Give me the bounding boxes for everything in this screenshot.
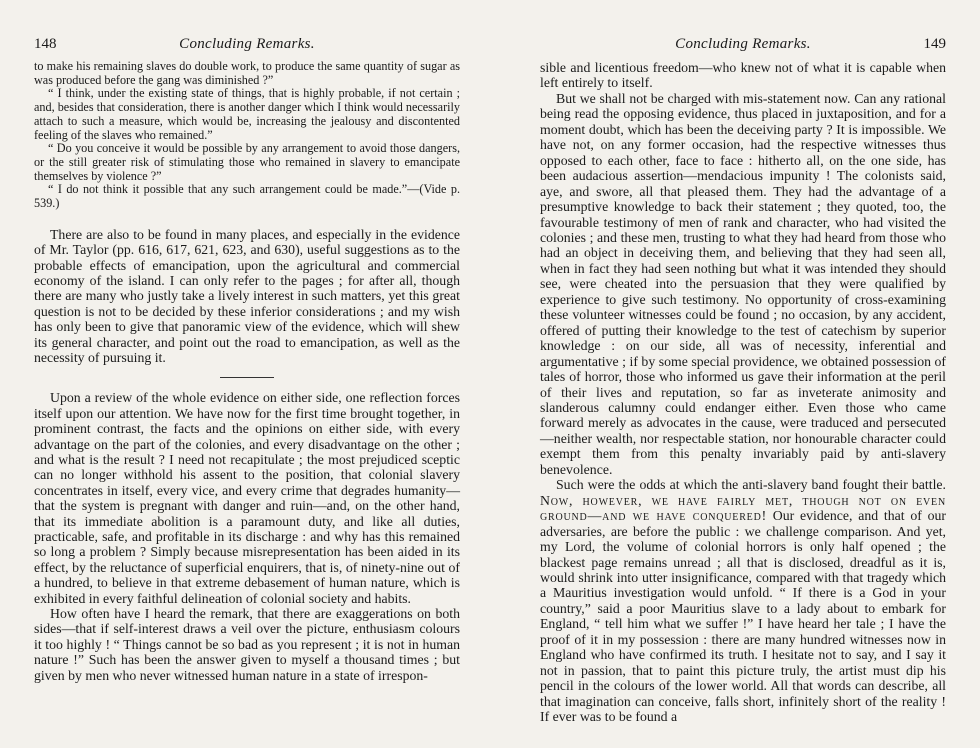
section-divider (220, 377, 274, 378)
small-caps-declaration: Now, however, we have fairly met, though not on even ground—and we have conquered! (540, 492, 946, 524)
left-running-title: Concluding Remarks. (179, 36, 315, 52)
quote-line-2: “ I think, under the existing state of things, that is highly probable, if not certain ; and, besides that consideration, there is another danger which I think would necessarily attach to such a measure, which would be, increasing the jealousy and discontented feeling of the slaves who remained.” (34, 86, 460, 142)
right-paragraph-3 (540, 477, 946, 724)
right-paragraph-3-rest: Our evidence, and that of our adversaries, are before the public : we challenge comparison. And yet, my Lord, the volume of colonial horrors is only half opened ; the blackest page remains unread ; all that is disclosed, dreadful as it is, would shrink into utter insignificance, compared with that tragedy which a Mauritius investigation would unfold. “ If there is a God in your country,” said a poor Mauritius slave to a lady about to embark for England, “ tell him what we suffer !” I have heard her tale ; I have the proof of it in my possession : there are many hundred witnesses now in England who have confirmed its truth. I hesitate not to say, and I say it not in passion, that to paint this picture truly, the artist must dip his pencil in the colours of the lower world. All that words can describe, all that imagination can conceive, falls short, infinitely short of the reality ! If ever was to be found a (540, 508, 946, 725)
quote-line-4: “ I do not think it possible that any such arrangement could be made.”—(Vide p. 539.) (34, 182, 460, 211)
right-paragraph-2: But we shall not be charged with mis-statement now. Can any rational being read the opposing evidence, thus placed in juxtaposition, and for a moment doubt, which has been the deceiving party ? It is impossible. We have not, on any former occasion, had the respective witnesses thus opposed to each other, face to face : hitherto all, on the one side, has been audacious assertion—mendacious impunity ! The colonists said, aye, and swore, all that pleased them. They had the advantage of a presumptive knowledge to back their statement ; they quoted, too, the favourable testimony of men of rank and character, who had visited the colonies ; and these men, trusting to what they had heard from those who had an object in deceiving them, and believing that they had seen all, when in fact they had seen nothing but what it was intended they should see, were cheated into the persuasion that they were qualified by experience to give such testimony. No opportunity of cross-examining these volunteer witnesses could be found ; no occasion, by any accident, offered of putting their knowledge to the test of catechism by superior knowledge : on our side, all was of necessity, inferential and argumentative ; if by some special providence, we obtained possession of tales of horror, those who informed us gave their information at the peril of their lives and reputation, so far as inveterate animosity and slanderous calumny could endanger either. Even those who came forward merely as advocates in the cause, were traduced and persecuted—neither wealth, nor respectable station, nor honourable character could exempt them from this penalty invariably paid by anti-slavery benevolence. (540, 90, 946, 477)
right-running-title: Concluding Remarks. (675, 36, 811, 52)
left-paragraph-2: Upon a review of the whole evidence on either side, one reflection forces itself upon our attention. We have now for the first time brought together, in prominent contrast, the facts and the opinions on either side, with every advantage on the part of the colonies, and every disadvantage on the other ; and what is the result ? I need not recapitulate ; the most prejudiced sceptic can no longer withhold his assent to the position, that colonial slavery concentrates in itself, every vice, and every crime that degrades humanity—that the system is pregnant with danger and ruin—and, on the other hand, that its immediate abolition is a paramount duty, and like all duties, practicable, safe, and profitable in its discharge : and why has this remained so long a problem ? Simply because misrepresentation has been aided in its effect, by the reluctance of superficial enquirers, that is, of ninety-nine out of a hundred, to believe in that extreme debasement of human nature, which is exhibited in every faithful delineation of colonial society and habits. (34, 390, 460, 606)
right-paragraph-1: sible and licentious freedom—who knew not of what it is capable when left entirely to itself. (540, 60, 946, 91)
quoted-testimony (34, 60, 460, 211)
quote-line-3: “ Do you conceive it would be possible by any arrangement to avoid those dangers, or the still greater risk of stimulating those who remained in slavery to emancipate themselves by violence ?” (34, 141, 460, 183)
right-body (540, 60, 946, 724)
right-paragraph-3-start: Such were the odds at which the anti-slavery band fought their battle. (556, 477, 946, 493)
left-body (34, 227, 460, 683)
right-page (490, 0, 980, 748)
right-running-head (540, 36, 946, 60)
left-paragraph-1: There are also to be found in many places, and especially in the evidence of Mr. Taylor (pp. 616, 617, 621, 623, and 630), useful suggestions as to the probable effects of emancipation, upon the agricultural and commercial economy of the island. I can only refer to the pages ; for after all, though there are many who justly take a lively interest in such matters, yet this great question is not to be decided by these inferior considerations ; and my wish has only been to give that panoramic view of the evidence, which will shew its general character, and point out the road to emancipation, as well as the necessity of pursuing it. (34, 226, 460, 365)
left-running-head (34, 36, 460, 60)
left-page-number: 148 (34, 36, 57, 52)
right-page-number: 149 (923, 36, 946, 52)
left-paragraph-3: How often have I heard the remark, that there are exaggerations on both sides—that if self-interest draws a veil over the picture, enthusiasm colours it too highly ! “ Things cannot be so bad as you represent ; it is not in human nature !” Such has been the answer given to myself a thousand times ; but given by men who never witnessed human nature in a state of irrespon- (34, 606, 460, 683)
quote-line-1: to make his remaining slaves do double work, to produce the same quantity of sugar as was produced before the gang was diminished ?” (34, 59, 460, 87)
